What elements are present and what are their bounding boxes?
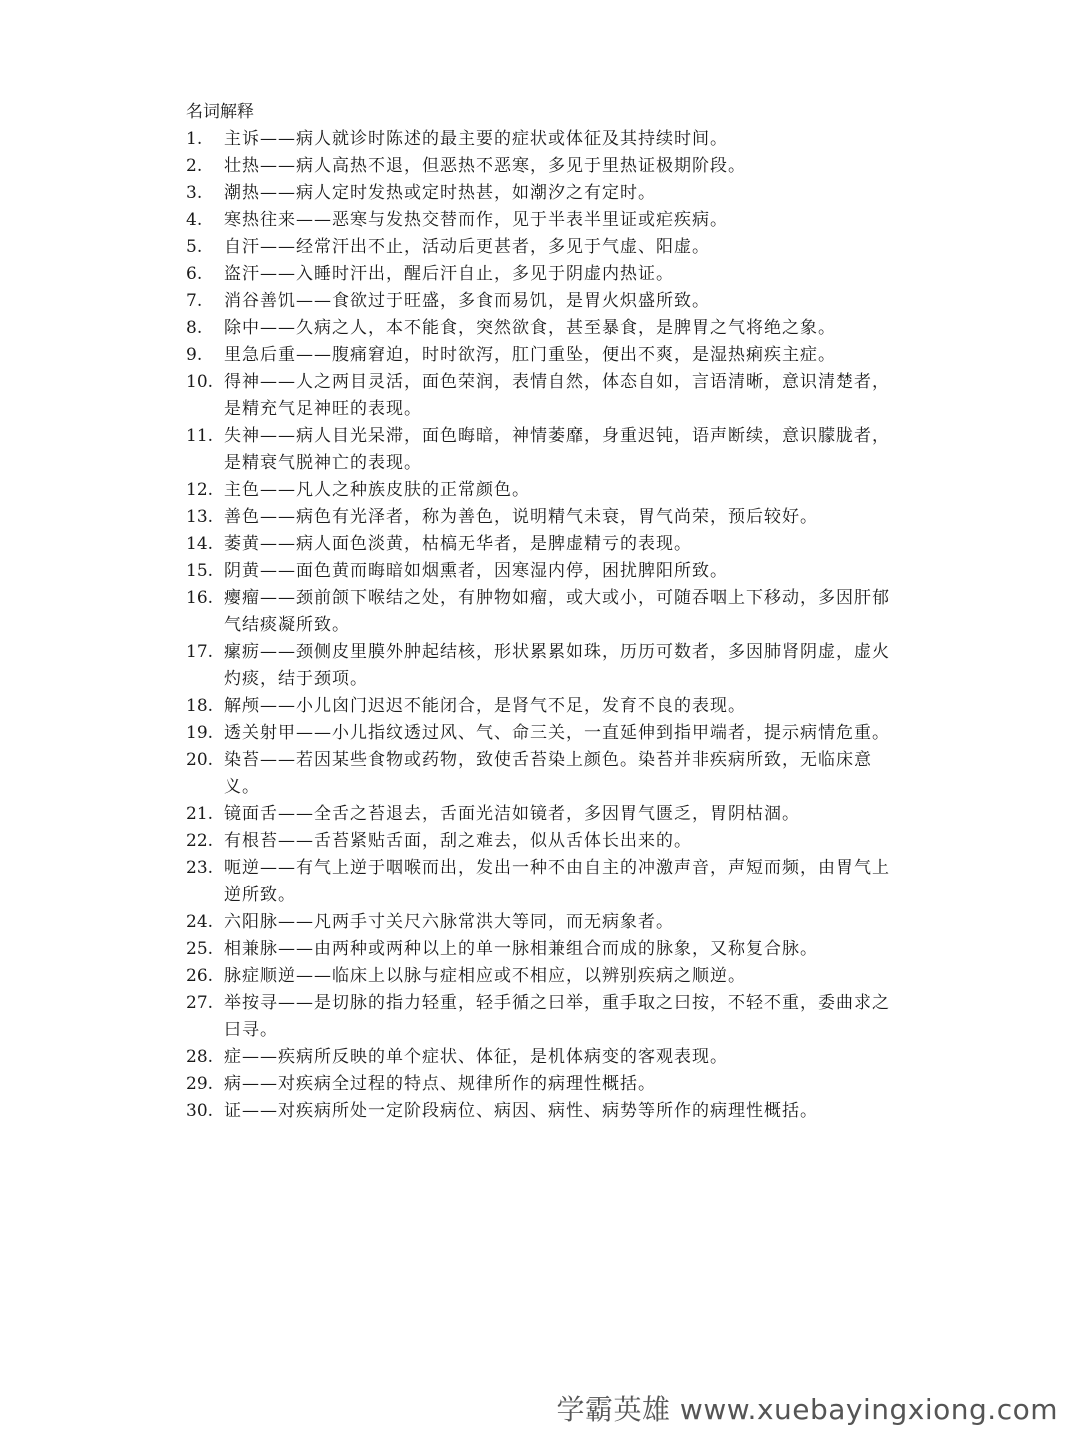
- term-item: [186, 1071, 896, 1098]
- term-item: [186, 126, 896, 153]
- term-text: 脉症顺逆——临床上以脉与症相应或不相应，以辨别疾病之顺逆。: [224, 966, 746, 986]
- term-item: [186, 747, 896, 801]
- term-text: 除中——久病之人，本不能食，突然欲食，甚至暴食，是脾胃之气将绝之象。: [224, 318, 836, 338]
- term-text: 呃逆——有气上逆于咽喉而出，发出一种不由自主的冲激声音，声短而频，由胃气上逆所致。: [224, 858, 890, 905]
- term-number: 8.: [186, 318, 203, 338]
- term-text: 解颅——小儿囟门迟迟不能闭合，是肾气不足，发育不良的表现。: [224, 696, 746, 716]
- term-text: 镜面舌——全舌之苔退去，舌面光洁如镜者，多因胃气匮乏，胃阴枯涸。: [224, 804, 800, 824]
- term-text: 得神——人之两目灵活，面色荣润，表情自然，体态自如，言语清晰，意识清楚者，是精充气足神旺的表现。: [224, 372, 890, 419]
- term-text: 有根苔——舌苔紧贴舌面，刮之难去，似从舌体长出来的。: [224, 831, 692, 851]
- term-item: [186, 477, 896, 504]
- term-text: 透关射甲——小儿指纹透过风、气、命三关，一直延伸到指甲端者，提示病情危重。: [224, 723, 890, 743]
- term-number: 24.: [186, 912, 214, 932]
- term-item: [186, 153, 896, 180]
- term-text: 证——对疾病所处一定阶段病位、病因、病性、病势等所作的病理性概括。: [224, 1101, 818, 1121]
- term-text: 举按寻——是切脉的指力轻重，轻手循之曰举，重手取之曰按，不轻不重，委曲求之曰寻。: [224, 993, 890, 1040]
- term-number: 6.: [186, 264, 203, 284]
- term-number: 14.: [186, 534, 214, 554]
- term-text: 相兼脉——由两种或两种以上的单一脉相兼组合而成的脉象，又称复合脉。: [224, 939, 818, 959]
- term-text: 主色——凡人之种族皮肤的正常颜色。: [224, 480, 530, 500]
- term-item: [186, 504, 896, 531]
- term-text: 萎黄——病人面色淡黄，枯槁无华者，是脾虚精亏的表现。: [224, 534, 692, 554]
- term-text: 自汗——经常汗出不止，活动后更甚者，多见于气虚、阳虚。: [224, 237, 710, 257]
- term-item: [186, 936, 896, 963]
- term-number: 3.: [186, 183, 203, 203]
- term-text: 潮热——病人定时发热或定时热甚，如潮汐之有定时。: [224, 183, 656, 203]
- term-number: 4.: [186, 210, 203, 230]
- term-item: [186, 585, 896, 639]
- term-text: 阴黄——面色黄而晦暗如烟熏者，因寒湿内停，困扰脾阳所致。: [224, 561, 728, 581]
- term-item: [186, 342, 896, 369]
- term-number: 28.: [186, 1047, 214, 1067]
- term-item: [186, 423, 896, 477]
- term-number: 5.: [186, 237, 203, 257]
- term-number: 30.: [186, 1101, 214, 1121]
- term-number: 13.: [186, 507, 214, 527]
- term-number: 11.: [186, 426, 214, 446]
- term-list: [186, 126, 896, 1125]
- term-number: 12.: [186, 480, 214, 500]
- term-text: 寒热往来——恶寒与发热交替而作，见于半表半里证或疟疾病。: [224, 210, 728, 230]
- term-item: [186, 1098, 896, 1125]
- term-number: 15.: [186, 561, 214, 581]
- term-number: 20.: [186, 750, 214, 770]
- term-item: [186, 828, 896, 855]
- term-item: [186, 558, 896, 585]
- term-number: 10.: [186, 372, 214, 392]
- term-item: [186, 909, 896, 936]
- term-item: [186, 234, 896, 261]
- term-number: 2.: [186, 156, 203, 176]
- term-item: [186, 180, 896, 207]
- page-heading: 名词解释: [186, 102, 254, 122]
- term-number: 26.: [186, 966, 214, 986]
- term-item: [186, 315, 896, 342]
- term-item: [186, 207, 896, 234]
- term-number: 9.: [186, 345, 203, 365]
- term-number: 29.: [186, 1074, 214, 1094]
- term-text: 主诉——病人就诊时陈述的最主要的症状或体征及其持续时间。: [224, 129, 728, 149]
- term-text: 善色——病色有光泽者，称为善色，说明精气未衰，胃气尚荣，预后较好。: [224, 507, 818, 527]
- term-item: [186, 990, 896, 1044]
- term-number: 21.: [186, 804, 214, 824]
- document-page: [186, 98, 896, 1125]
- term-item: [186, 639, 896, 693]
- term-item: [186, 531, 896, 558]
- term-text: 症——疾病所反映的单个症状、体征，是机体病变的客观表现。: [224, 1047, 728, 1067]
- term-number: 1.: [186, 129, 203, 149]
- term-item: [186, 261, 896, 288]
- term-item: [186, 288, 896, 315]
- term-item: [186, 963, 896, 990]
- term-text: 壮热——病人高热不退，但恶热不恶寒，多见于里热证极期阶段。: [224, 156, 746, 176]
- term-item: [186, 1044, 896, 1071]
- term-text: 染苔——若因某些食物或药物，致使舌苔染上颜色。染苔并非疾病所致，无临床意义。: [224, 750, 872, 797]
- term-item: [186, 693, 896, 720]
- term-text: 病——对疾病全过程的特点、规律所作的病理性概括。: [224, 1074, 656, 1094]
- term-item: [186, 855, 896, 909]
- term-number: 16.: [186, 588, 214, 608]
- term-item: [186, 720, 896, 747]
- term-number: 27.: [186, 993, 214, 1013]
- term-number: 25.: [186, 939, 214, 959]
- term-number: 17.: [186, 642, 214, 662]
- term-text: 瘿瘤——颈前颌下喉结之处，有肿物如瘤，或大或小，可随吞咽上下移动，多因肝郁气结痰凝所致。: [224, 588, 890, 635]
- term-number: 19.: [186, 723, 214, 743]
- term-text: 消谷善饥——食欲过于旺盛，多食而易饥，是胃火炽盛所致。: [224, 291, 710, 311]
- term-number: 23.: [186, 858, 214, 878]
- term-text: 里急后重——腹痛窘迫，时时欲泻，肛门重坠，便出不爽，是湿热痢疾主症。: [224, 345, 836, 365]
- term-text: 失神——病人目光呆滞，面色晦暗，神情萎靡，身重迟钝，语声断续，意识朦胧者，是精衰气脱神亡的表现。: [224, 426, 890, 473]
- term-item: [186, 369, 896, 423]
- term-text: 盗汗——入睡时汗出，醒后汗自止，多见于阴虚内热证。: [224, 264, 674, 284]
- term-item: [186, 801, 896, 828]
- term-text: 瘰疬——颈侧皮里膜外肿起结核，形状累累如珠，历历可数者，多因肺肾阴虚，虚火灼痰，结于颈项。: [224, 642, 890, 689]
- site-watermark: 学霸英雄 www.xuebayingxiong.com: [556, 1393, 1058, 1426]
- term-text: 六阳脉——凡两手寸关尺六脉常洪大等同，而无病象者。: [224, 912, 674, 932]
- term-number: 22.: [186, 831, 214, 851]
- term-number: 18.: [186, 696, 214, 716]
- term-number: 7.: [186, 291, 203, 311]
